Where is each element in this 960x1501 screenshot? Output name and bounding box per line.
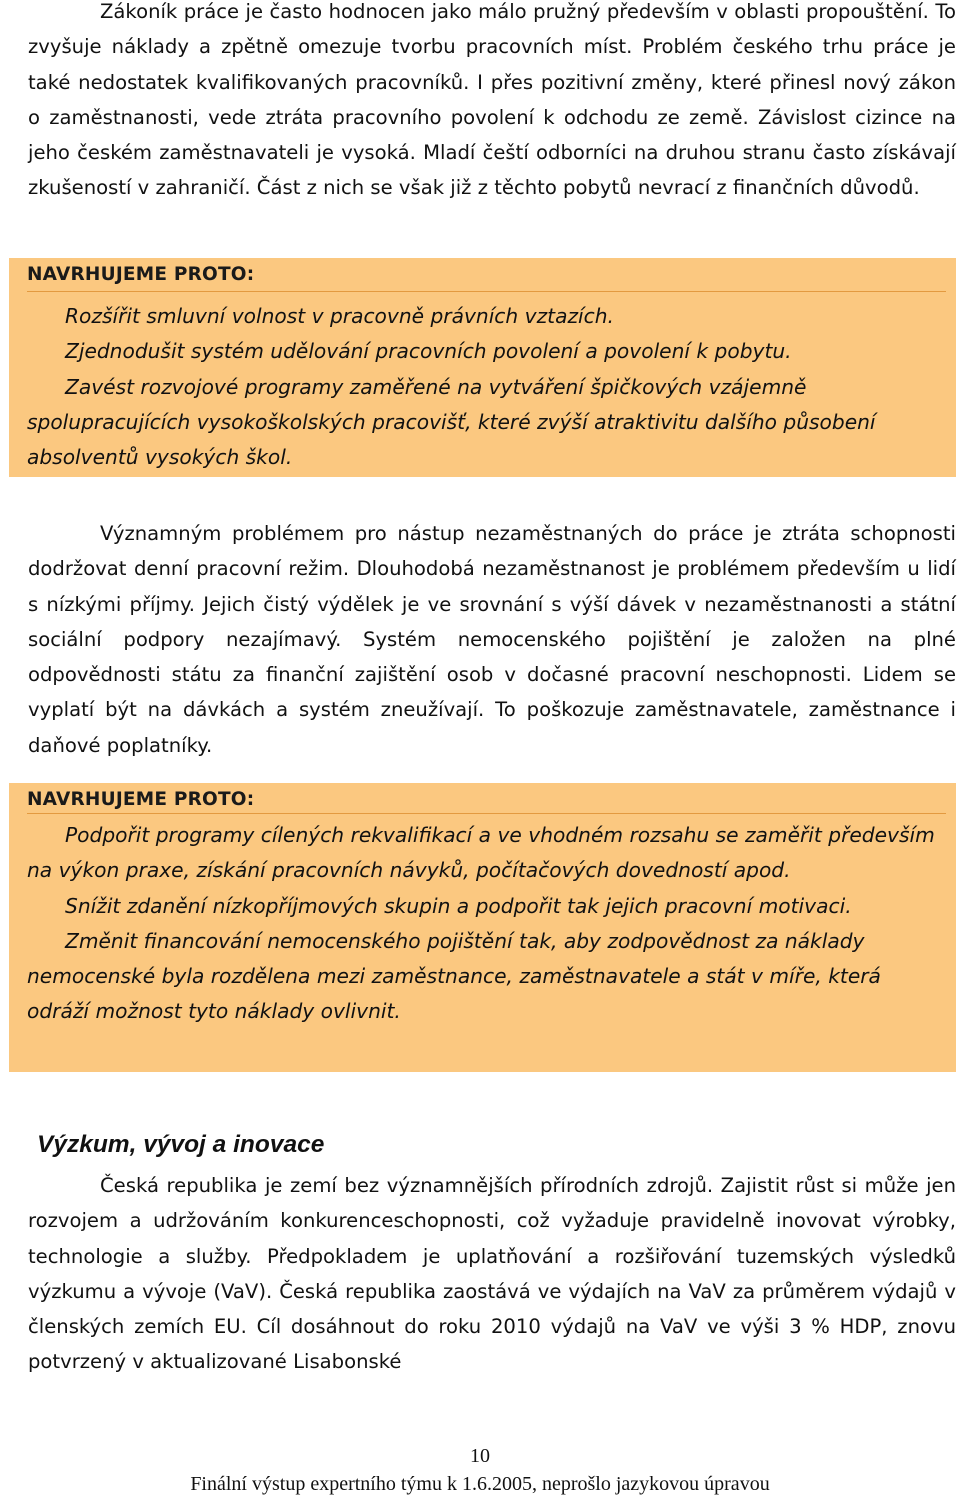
proposal-box-title: NAVRHUJEME PROTO: — [27, 789, 255, 810]
proposal-item: Snížit zdanění nízkopříjmových skupin a podpořit tak jejich pracovní motivaci. — [65, 893, 852, 918]
body-paragraph: Zákoník práce je často hodnocen jako málo pružný především v oblasti propouštění. To zvyšuje náklady a zpětně omezuje tvorbu pracovních míst. Problém českého trhu práce je také nedostatek kvalifikovaných pracovníků. I přes pozitivní změny, které přinesl nový zákon o zaměstnanosti, vede ztráta pracovního povolení k odchodu ze země. Závislost cizince na jeho českém zaměstnavateli je vysoká. Mladí čeští odborníci na druhou stranu často získávají zkušeností v zahraničí. Část z nich se však již z těchto pobytů nevrací z finančních důvodů. — [28, 0, 956, 200]
page-number: 10 — [470, 1445, 490, 1467]
body-paragraph: Česká republika je zemí bez významnějších přírodních zdrojů. Zajistit růst si může jen rozvojem a udržováním konkurenceschopnosti, což vyžaduje pravidelně inovovat výrobky, technologie a služby. Předpokladem je uplatňování a rozšiřování tuzemských výsledků výzkumu a vývoje (VaV). Česká republika zaostává ve výdajích na VaV za průměrem výdajů v členských zemích EU. Cíl dosáhnout do roku 2010 výdajů na VaV ve výši 3 % HDP, znovu potvrzený v aktualizované Lisabonské — [28, 1174, 956, 1374]
proposal-box — [9, 783, 956, 1072]
proposal-item: Změnit financování nemocenského pojištění tak, aby zodpovědnost za náklady nemocenské byla rozdělena mezi zaměstnance, zaměstnavatele a stát v míře, která odráží možnost tyto náklady ovlivnit. — [27, 928, 881, 1024]
section-heading: Výzkum, vývoj a inovace — [37, 1131, 325, 1158]
proposal-item: Zjednodušit systém udělování pracovních povolení a povolení k pobytu. — [65, 339, 792, 364]
footer-note: Finální výstup expertního týmu k 1.6.2005, neprošlo jazykovou úpravou — [190, 1473, 770, 1495]
proposal-list — [27, 299, 947, 475]
proposal-item: Rozšířit smluvní volnost v pracovně právních vztazích. — [65, 304, 614, 328]
body-paragraph: Významným problémem pro nástup nezaměstnaných do práce je ztráta schopnosti dodržovat denní pracovní režim. Dlouhodobá nezaměstnanost je problémem především u lidí s nízkými příjmy. Jejich čistý výdělek je ve srovnání s výší dávek v nezaměstnanosti a státní sociální podpory nezajímavý. Systém nemocenského pojištění je založen na plné odpovědnosti státu za finanční zajištění osob v dočasné pracovní neschopnosti. Lidem se vyplatí být na dávkách a systém zneužívají. To poškozuje zaměstnavatele, zaměstnance i daňové poplatníky. — [28, 522, 956, 757]
proposal-box-title: NAVRHUJEME PROTO: — [27, 264, 255, 285]
proposal-list — [27, 818, 947, 1030]
proposal-box-rule — [27, 291, 946, 292]
proposal-item: Podpořit programy cílených rekvalifikací a ve vhodném rozsahu se zaměřit především na výkon praxe, získání pracovních návyků, počítačových dovedností apod. — [27, 823, 935, 883]
proposal-box-rule — [27, 813, 946, 814]
proposal-box — [9, 258, 956, 477]
proposal-item: Zavést rozvojové programy zaměřené na vytváření špičkových vzájemně spolupracujících vysokoškolských pracovišť, které zvýší atraktivitu dalšího působení absolventů vysokých škol. — [27, 374, 876, 470]
